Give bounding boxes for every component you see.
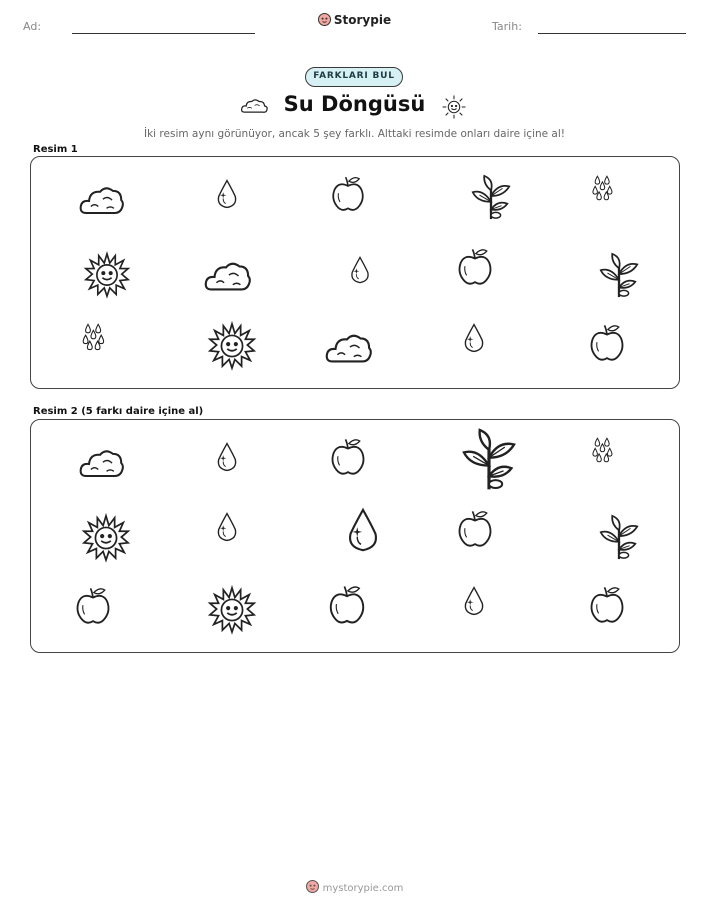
- date-label: Tarih:: [492, 20, 522, 33]
- cloud-icon: [203, 253, 251, 301]
- sun-icon: [84, 252, 130, 298]
- water-drop-icon: [345, 255, 375, 285]
- storypie-logo-icon: [306, 880, 319, 893]
- cloud-icon[interactable]: [78, 441, 124, 487]
- sun-icon[interactable]: [82, 514, 130, 562]
- plant-icon[interactable]: [595, 513, 643, 561]
- cloud-icon: [324, 325, 372, 373]
- raindrops-icon[interactable]: [589, 436, 617, 464]
- activity-badge: FARKLARI BUL: [305, 67, 403, 87]
- raindrops-icon: [589, 174, 617, 202]
- instructions: İki resim aynı görünüyor, ancak 5 şey farklı. Alttaki resimde onları daire içine al!: [144, 128, 565, 140]
- name-label: Ad:: [23, 20, 42, 33]
- storypie-logo-icon: [318, 13, 331, 26]
- page-title: Su Döngüsü: [283, 92, 426, 116]
- date-line[interactable]: [538, 33, 686, 34]
- brand-logo: [0, 13, 709, 27]
- plant-icon: [467, 173, 515, 221]
- apple-icon[interactable]: [325, 583, 369, 627]
- apple-icon: [328, 174, 368, 214]
- water-drop-icon[interactable]: [211, 511, 243, 543]
- water-drop-icon[interactable]: [211, 441, 243, 473]
- water-drop-icon[interactable]: [458, 585, 490, 617]
- plant-icon: [595, 251, 643, 299]
- sun-icon: [441, 94, 467, 125]
- apple-icon[interactable]: [586, 584, 628, 626]
- plant-icon[interactable]: [456, 426, 522, 492]
- brand-name: Storypie: [333, 13, 392, 27]
- apple-icon: [586, 322, 628, 364]
- apple-icon: [454, 246, 496, 288]
- footer: [0, 880, 709, 894]
- sun-icon[interactable]: [208, 586, 256, 634]
- picture-2-label: Resim 2 (5 farkı daire içine al): [33, 406, 204, 417]
- water-drop-icon: [211, 178, 243, 210]
- picture-1-label: Resim 1: [33, 144, 78, 155]
- raindrops-icon: [79, 322, 109, 352]
- apple-icon[interactable]: [454, 508, 496, 550]
- name-line[interactable]: [72, 33, 255, 34]
- water-drop-icon[interactable]: [339, 506, 387, 554]
- apple-icon[interactable]: [72, 585, 114, 627]
- water-drop-icon: [458, 322, 490, 354]
- cloud-icon: [78, 178, 124, 224]
- footer-url: mystorypie.com: [322, 883, 404, 894]
- apple-icon[interactable]: [327, 436, 369, 478]
- sun-icon: [208, 322, 256, 370]
